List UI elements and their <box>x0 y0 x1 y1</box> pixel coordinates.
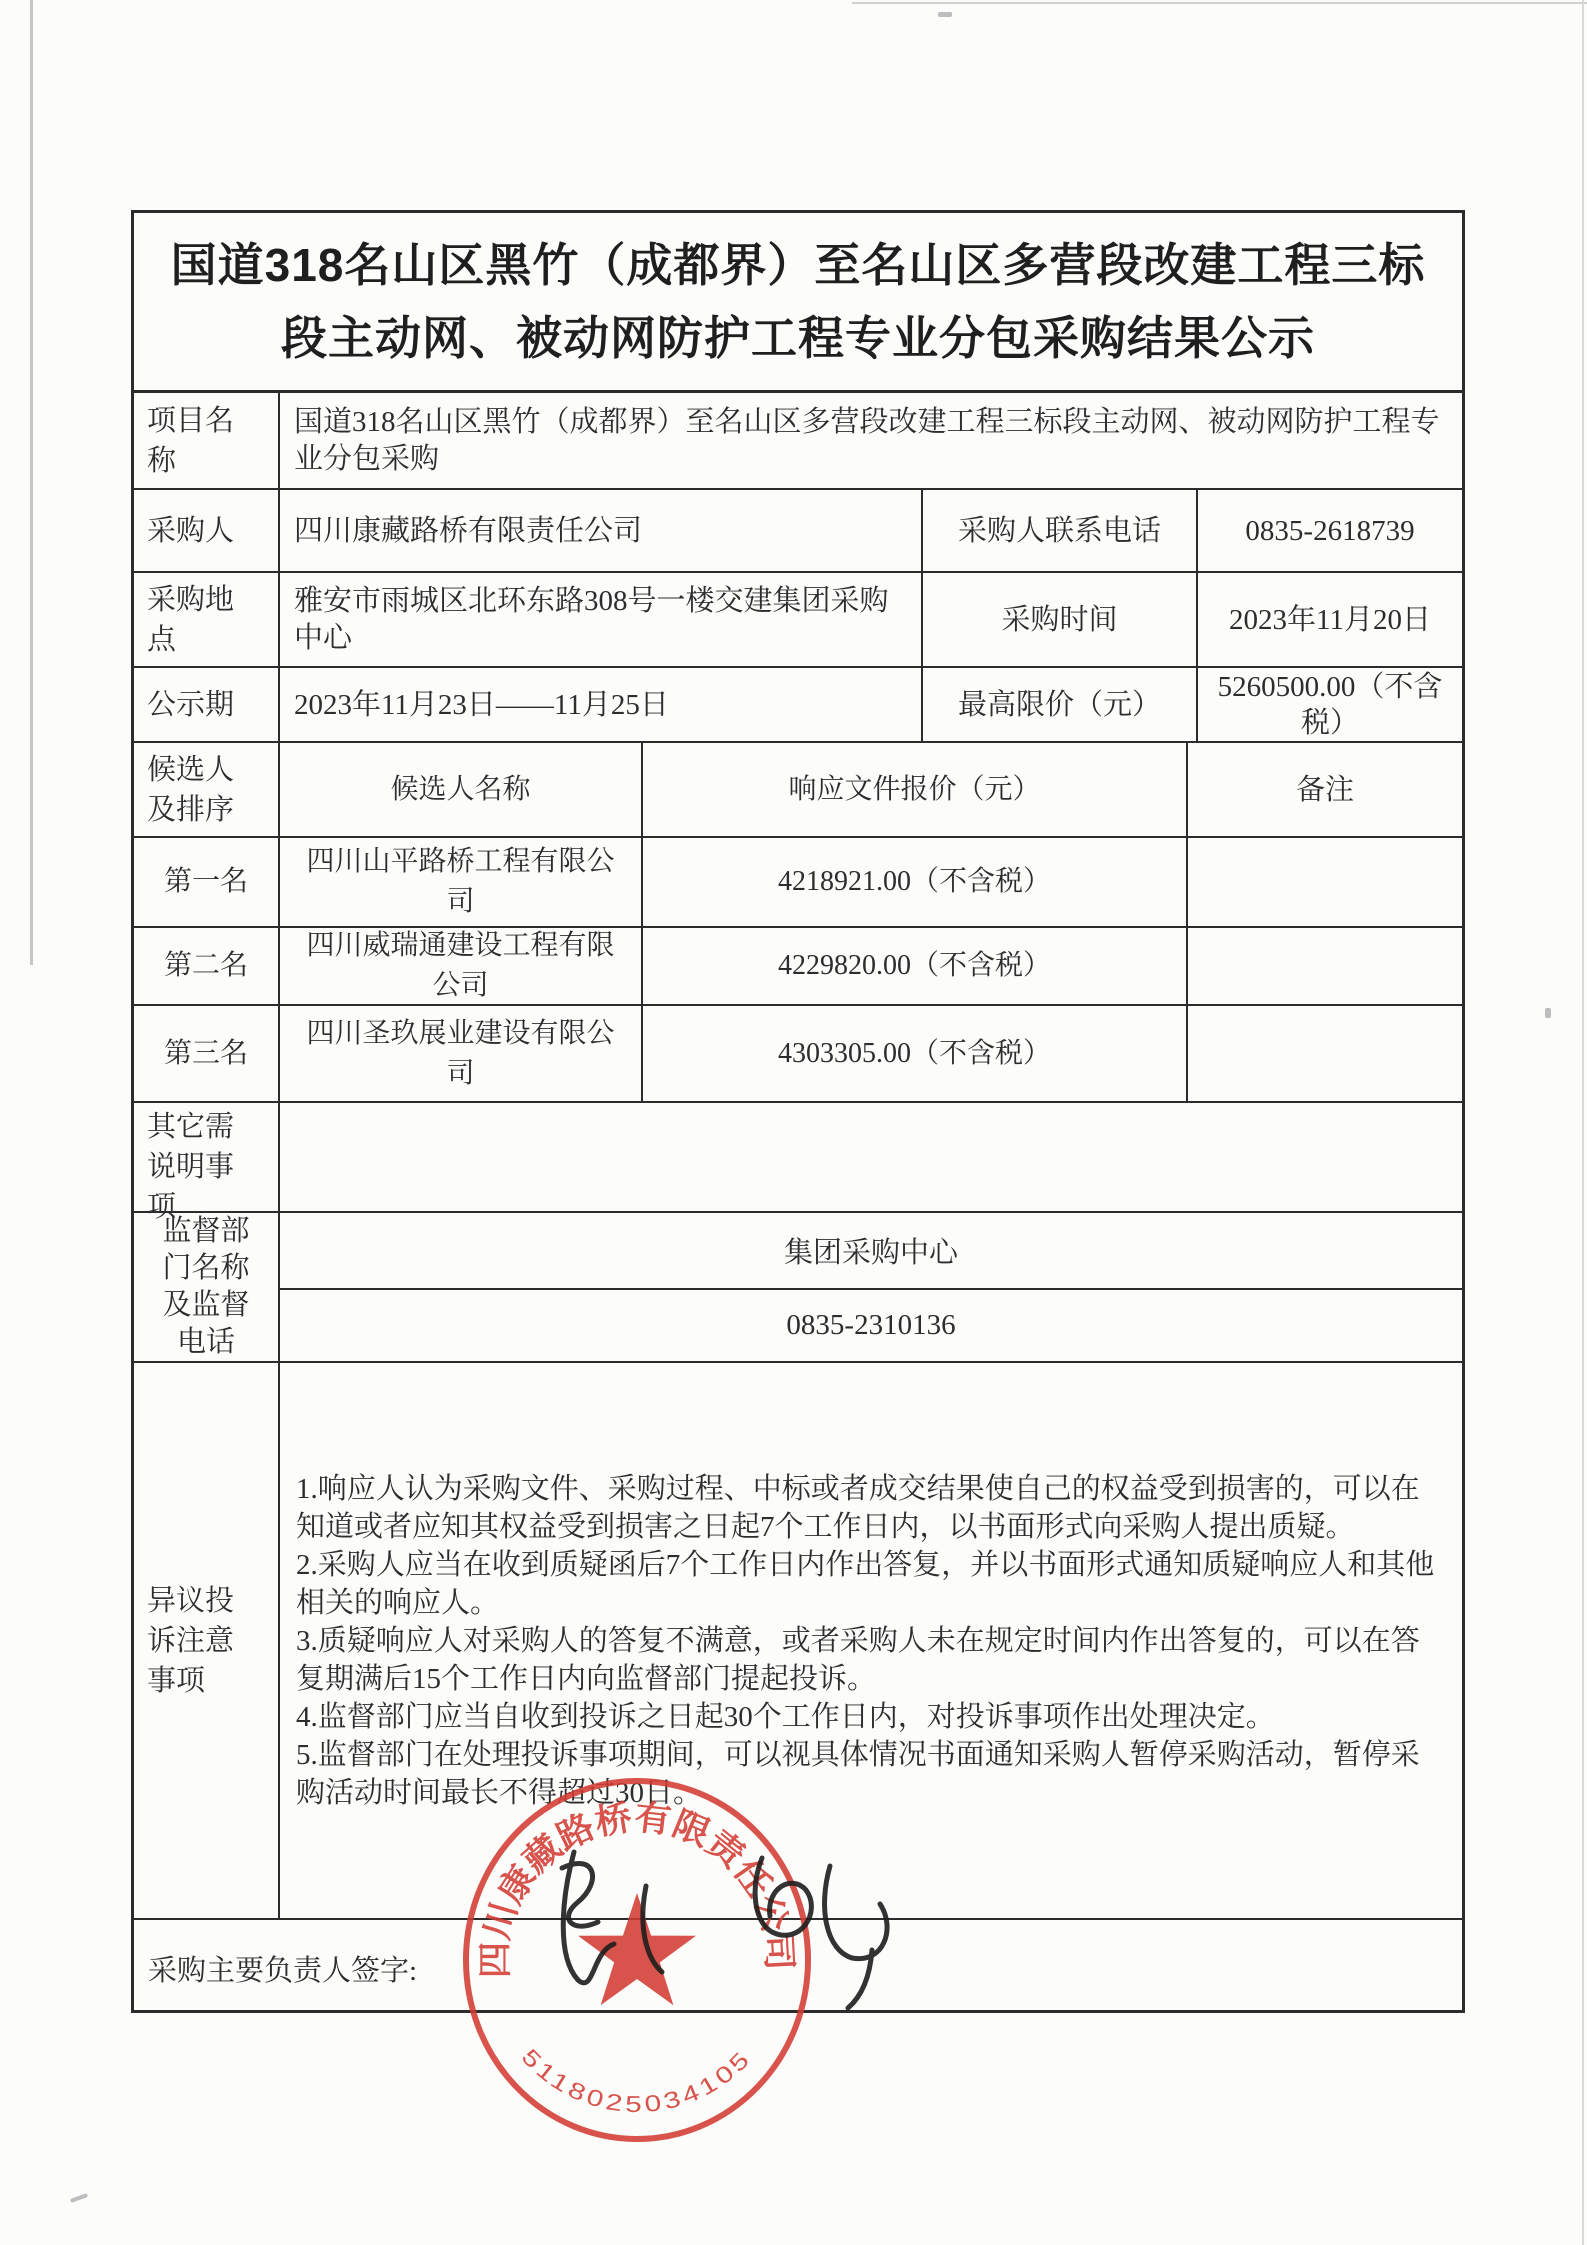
purchaser-phone-value: 0835-2618739 <box>1245 514 1415 547</box>
candidate-3-remark <box>1188 1006 1462 1101</box>
objection-notes-row <box>134 1363 1462 1920</box>
signature-label: 采购主要负责人签字: <box>148 1954 418 1987</box>
location-label: 采购地点 <box>134 573 280 666</box>
seal-number: 5118025034105 <box>516 2043 754 2118</box>
candidates-remark-header: 备注 <box>1295 773 1354 806</box>
objection-note-5: 5.监督部门在处理投诉事项期间，可以视具体情况书面通知采购人暂停采购活动，暂停采购活动时间最长不得超过30日。 <box>296 1738 1420 1809</box>
candidate-3-rank: 第三名 <box>134 1006 280 1101</box>
other-notes-value <box>280 1103 1462 1211</box>
supervision-values <box>280 1213 1462 1361</box>
scan-speck <box>70 2193 88 2203</box>
title-row <box>134 213 1462 393</box>
objection-notes-label: 异议投诉注意事项 <box>134 1363 280 1918</box>
location-value: 雅安市雨城区北环东路308号一楼交建集团采购中心 <box>280 573 923 666</box>
scan-edge-artifact-top <box>852 2 1587 4</box>
publicity-period-value: 2023年11月23日——11月25日 <box>280 668 923 741</box>
purchaser-phone-label: 采购人联系电话 <box>923 490 1198 571</box>
objection-note-1: 1.响应人认为采购文件、采购过程、中标或者成交结果使自己的权益受到损害的，可以在知道或者应知其权益受到损害之日起7个工作日内，以书面形式向采购人提出质疑。 <box>296 1472 1420 1543</box>
publicity-period-label: 公示期 <box>134 668 280 741</box>
project-name-value: 国道318名山区黑竹（成都界）至名山区多营段改建工程三标段主动网、被动网防护工程专业分包采购 <box>294 405 1440 475</box>
document-title-line2: 段主动网、被动网防护工程专业分包采购结果公示 <box>281 311 1315 364</box>
candidate-1-remark <box>1188 838 1462 926</box>
candidate-1-name: 四川山平路桥工程有限公司 <box>280 838 643 926</box>
candidate-2-name: 四川威瑞通建设工程有限公司 <box>280 928 643 1004</box>
purchase-time-value: 2023年11月20日 <box>1229 603 1431 636</box>
scan-speck <box>938 12 952 17</box>
location-row <box>134 573 1462 668</box>
other-notes-label: 其它需说明事项 <box>134 1103 280 1211</box>
project-name-row <box>134 393 1462 490</box>
signature-row <box>134 1920 1462 2016</box>
objection-note-4: 4.监督部门应当自收到投诉之日起30个工作日内，对投诉事项作出处理决定。 <box>296 1700 1275 1733</box>
max-price-value: 5260500.00（不含税） <box>1217 670 1443 739</box>
candidate-2-rank: 第二名 <box>134 928 280 1004</box>
candidate-2-remark <box>1188 928 1462 1004</box>
objection-notes-body <box>280 1363 1462 1918</box>
supervision-department-name: 集团采购中心 <box>280 1213 1462 1290</box>
candidate-3-price: 4303305.00（不含税） <box>643 1006 1188 1101</box>
seal-company-name: 四川康藏路桥有限责任公司 <box>475 1797 799 1979</box>
purchaser-row <box>134 490 1462 573</box>
supervision-row <box>134 1213 1462 1363</box>
purchase-time-label: 采购时间 <box>923 573 1198 666</box>
purchaser-value: 四川康藏路桥有限责任公司 <box>280 490 923 571</box>
supervision-phone: 0835-2310136 <box>786 1309 956 1341</box>
candidates-rank-header: 候选人及排序 <box>134 743 280 836</box>
other-notes-row <box>134 1103 1462 1223</box>
project-name-label: 项目名称 <box>134 393 280 488</box>
scan-edge-artifact-left <box>30 0 33 965</box>
publicity-period-row <box>134 668 1462 743</box>
purchaser-label: 采购人 <box>134 490 280 571</box>
candidates-header-row <box>134 743 1462 838</box>
candidates-price-header: 响应文件报价（元） <box>643 743 1188 836</box>
max-price-label: 最高限价（元） <box>923 668 1198 741</box>
objection-note-2: 2.采购人应当在收到质疑函后7个工作日内作出答复，并以书面形式通知质疑响应人和其他相关的响应人。 <box>296 1548 1435 1619</box>
document-title-line1: 国道318名山区黑竹（成都界）至名山区多营段改建工程三标 <box>170 238 1426 291</box>
candidates-name-header: 候选人名称 <box>280 743 643 836</box>
candidate-row-3 <box>134 1006 1462 1103</box>
scan-edge-artifact-right <box>1582 0 1584 2245</box>
candidate-2-price: 4229820.00（不含税） <box>643 928 1188 1004</box>
objection-note-3: 3.质疑响应人对采购人的答复不满意，或者采购人未在规定时间内作出答复的，可以在答复期满后15个工作日内向监督部门提起投诉。 <box>296 1624 1420 1695</box>
announcement-table <box>131 210 1465 2013</box>
document-title <box>134 213 1462 390</box>
candidate-1-rank: 第一名 <box>134 838 280 926</box>
supervision-label: 监督部门名称及监督电话 <box>134 1213 280 1361</box>
candidate-3-name: 四川圣玖展业建设有限公司 <box>280 1006 643 1101</box>
candidate-row-1 <box>134 838 1462 928</box>
candidate-row-2 <box>134 928 1462 1006</box>
scan-speck <box>1545 1008 1551 1018</box>
candidate-1-price: 4218921.00（不含税） <box>643 838 1188 926</box>
